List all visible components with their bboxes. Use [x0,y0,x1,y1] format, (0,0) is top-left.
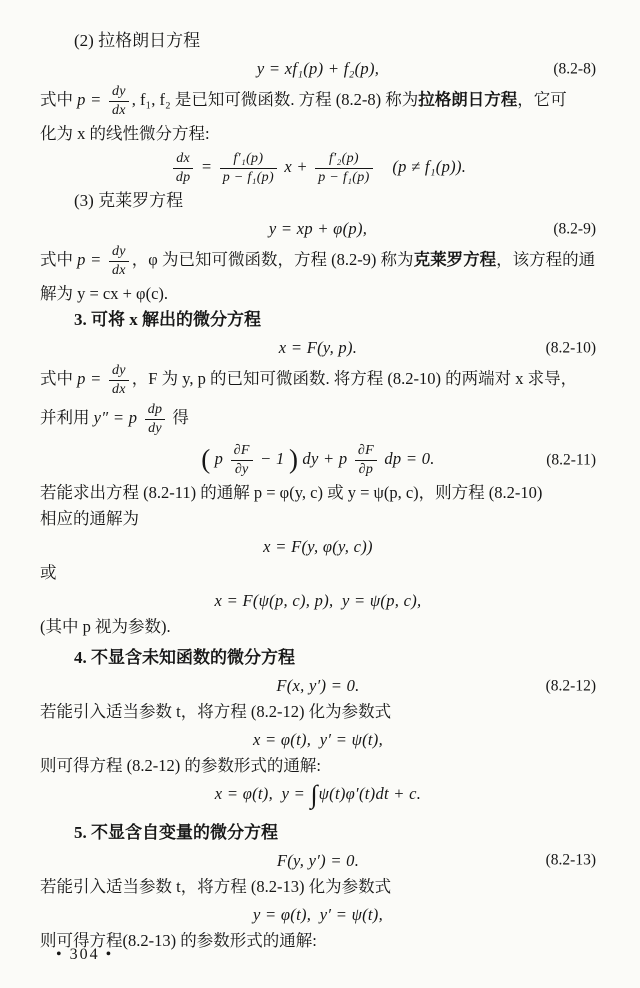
text-run: , f₁, f₂ 是已知可微函数. 方程 (8.2-8) 称为 [131,89,419,109]
fraction-numerator: ∂F [231,442,253,461]
fraction-denominator: dx [111,102,126,118]
heading-text: 5. 不显含自变量的微分方程 [74,822,278,842]
math-run: p [210,448,228,468]
equation-solution-b [40,589,596,612]
equation-number: (8.2-13) [545,851,596,869]
fraction-numerator: dy [109,243,129,262]
paragraph-section4-solution [40,754,596,777]
math-run: p = [77,249,106,269]
heading-clairaut [40,189,596,212]
equation-number: (8.2-9) [553,220,596,237]
math-run: p = [77,89,106,109]
equation-body: x = φ(t), y′ = ψ(t), [252,730,384,749]
paragraph-general-solution-2 [40,507,596,530]
math-run: dy + p [298,448,352,468]
text-run: 得 [168,407,189,427]
equation-lagrange-linear [40,150,596,186]
fraction-numerator: dp [145,401,166,420]
heading-section-3 [40,308,596,331]
equation-8-2-12 [40,674,596,697]
fraction-denominator: p − f₁(p) [318,169,370,185]
heading-section-5 [40,821,596,844]
text-run: 若能求出方程 (8.2-11) 的通解 p = φ(y, c) 或 y = ψ(p, c)，则方程 (8.2-10) [40,483,543,502]
equation-integral-solution [40,779,596,809]
text-run: 解为 y = cx + φ(c). [40,284,169,303]
fraction-denominator: ∂p [358,461,374,477]
math-run: dp = 0. [379,448,435,468]
paragraph-lagrange-intro [40,83,596,119]
fraction-denominator: p − f₁(p) [222,169,274,185]
equation-number: (8.2-10) [545,339,596,356]
text-run: 则可得方程 (8.2-12) 的参数形式的通解: [40,756,321,775]
paragraph-clairaut-intro [40,243,596,279]
text-run: 式中 [40,368,78,388]
equation-body: y = xp + φ(p), [268,219,368,238]
equation-8-2-11 [40,442,596,478]
text-run: ，它可 [517,89,567,109]
equation-param-xt [40,728,596,751]
fraction-denominator: dx [111,262,126,278]
paragraph-or [40,561,596,584]
heading-section-4 [40,646,596,669]
equation-body: y = xf₁(p) + f₂(p), [256,59,380,78]
equation-8-2-13 [40,849,596,872]
text-run: (其中 p 视为参数). [40,617,171,636]
math-run: − 1 [255,448,289,468]
heading-lagrange [40,29,596,52]
equation-body: x = F(y, p). [278,338,358,357]
equation-body: y = φ(t), y′ = ψ(t), [252,904,384,924]
big-paren-left: ( [201,443,211,474]
text-run: 若能引入适当参数 t，将方程 (8.2-13) 化为参数式 [40,876,392,896]
equation-8-2-9 [40,217,596,240]
fraction-denominator: dy [148,420,162,436]
math-run: ψ(t)φ′(t)dt + c. [318,784,422,803]
bold-term-clairaut: 克莱罗方程 [413,249,497,269]
fraction-dy-dx [109,83,129,119]
text-run: ，F 为 y, p 的已知可微函数. 将方程 (8.2-10) 的两端对 x 求导， [131,368,578,388]
math-run: y″ = p [93,407,142,427]
fraction-f1 [220,150,277,186]
fraction-dp-dy [145,401,166,437]
equation-8-2-10 [40,336,596,359]
paragraph-linear-ode [40,122,596,145]
fraction-numerator: dx [173,150,194,169]
text-run: 式中 [40,249,78,269]
text-run: 并利用 [40,407,94,427]
fraction-f2 [315,150,372,186]
paragraph-use-identity [40,401,596,437]
paragraph-clairaut-solution [40,282,596,305]
text-run: 则可得方程(8.2-13) 的参数形式的通解: [40,930,317,950]
paragraph-section3-intro [40,362,596,398]
fraction-dF-dy [231,442,253,478]
bold-term-lagrange: 拉格朗日方程 [418,89,518,109]
equation-body: x = F(ψ(p, c), p), y = ψ(p, c), [214,591,422,610]
equation-number: (8.2-8) [553,60,596,77]
fraction-dy-dx [109,362,129,398]
equation-8-2-8 [40,57,596,80]
fraction-numerator: dy [109,83,129,102]
math-run: p = [77,368,106,388]
text-run: 化为 x 的线性微分方程: [40,124,210,143]
paragraph-section5-param [40,875,596,898]
heading-text: (3) 克莱罗方程 [74,191,184,210]
fraction-numerator: f′₂(p) [315,150,372,169]
text-run: 或 [40,563,57,582]
math-run: x = φ(t), y = [214,784,310,803]
equation-number: (8.2-12) [545,677,596,694]
paragraph-section5-solution [40,929,596,952]
equation-param-yt [40,903,596,926]
paragraph-general-solution-1 [40,481,596,504]
fraction-numerator: dy [109,362,129,381]
text-run: 相应的通解为 [40,509,139,528]
fraction-numerator: f′₁(p) [220,150,277,169]
page-number-text: • 304 • [56,946,114,963]
heading-text: 4. 不显含未知函数的微分方程 [74,648,295,667]
equation-solution-a [40,535,596,558]
text-run: 式中 [40,89,78,109]
text-run: ，φ 为已知可微函数，方程 (8.2-9) 称为 [131,249,414,269]
fraction-dx-dp [173,150,194,186]
heading-text: (2) 拉格朗日方程 [74,31,201,50]
fraction-numerator: ∂F [355,442,377,461]
fraction-dy-dx [109,243,129,279]
fraction-denominator: dp [175,169,191,185]
integral-sign: ∫ [310,779,318,809]
fraction-denominator: ∂y [234,461,249,477]
text-run: 若能引入适当参数 t，将方程 (8.2-12) 化为参数式 [40,702,392,721]
equation-body: x = F(y, φ(y, c)) [263,537,373,556]
fraction-denominator: dx [111,381,126,397]
equation-number: (8.2-11) [546,451,596,469]
big-paren-right: ) [289,443,298,474]
text-run: ，该方程的通 [496,249,596,269]
math-condition: (p ≠ f₁(p)). [375,156,467,176]
equation-body: F(y, y′) = 0. [276,850,360,870]
page-number [56,946,113,964]
math-run: = [196,156,217,176]
math-run: x + [279,156,313,176]
heading-text: 3. 可将 x 解出的微分方程 [74,310,261,329]
paragraph-section4-param [40,700,596,723]
fraction-dF-dp [355,442,377,478]
equation-body: F(x, y′) = 0. [276,676,360,695]
paragraph-parameter-note [40,615,596,638]
